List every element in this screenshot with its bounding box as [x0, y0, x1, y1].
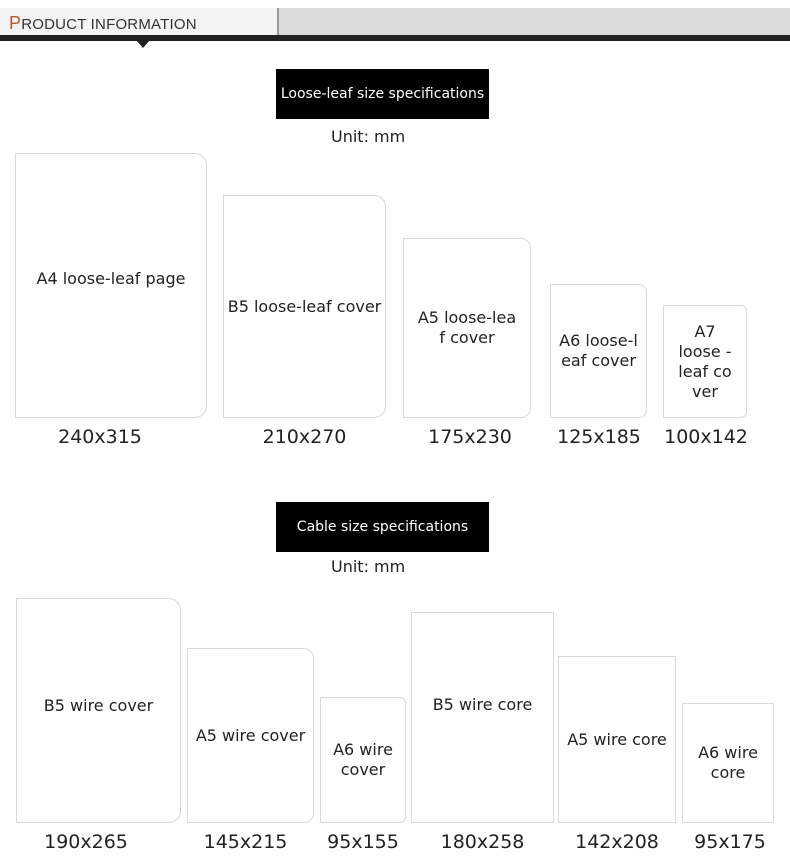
- cable-section-title: Cable size specifications: [276, 502, 489, 552]
- cable-dimension-a5-core: 142x208: [575, 831, 659, 853]
- loose-leaf-dimension-a7: 100x142: [664, 426, 748, 448]
- card-label: A5 wire cover: [195, 725, 306, 745]
- cable-card-a6-cover: [320, 697, 406, 823]
- loose-leaf-card-a4: [15, 153, 207, 418]
- cable-dimension-a6-core: 95x175: [694, 831, 766, 853]
- loose-leaf-dimension-a5: 175x230: [428, 426, 512, 448]
- cable-card-a5-cover: [187, 648, 314, 823]
- cable-dimension-a6-cover: 95x155: [327, 831, 399, 853]
- card-label: B5 wire core: [432, 695, 533, 714]
- card-label: A6 loose-l eaf cover: [559, 331, 638, 370]
- loose-leaf-section-title: Loose-leaf size specifications: [276, 69, 489, 119]
- header-title-rest: RODUCT INFORMATION: [21, 16, 197, 33]
- cable-dimension-b5-core: 180x258: [440, 831, 525, 853]
- loose-leaf-dimension-a6: 125x185: [557, 426, 641, 448]
- cable-dimension-b5-cover: 190x265: [44, 831, 128, 853]
- cable-unit: Unit: mm: [331, 557, 406, 576]
- card-label: B5 wire cover: [43, 696, 154, 715]
- cable-dimension-a5-cover: 145x215: [203, 831, 288, 853]
- card-label: A6 wire core: [698, 743, 758, 782]
- loose-leaf-card-b5: [223, 195, 386, 418]
- cable-card-b5-cover: [16, 598, 181, 823]
- cable-card-b5-core: [411, 612, 554, 823]
- card-label: A4 loose-leaf page: [36, 269, 186, 288]
- loose-leaf-card-a7: [663, 305, 747, 418]
- product-information-header: [0, 0, 790, 42]
- header-bar: [0, 35, 790, 41]
- header-title-initial: P: [9, 13, 22, 33]
- loose-leaf-dimension-b5: 210x270: [262, 426, 347, 448]
- card-label: A5 loose-lea f cover: [417, 308, 517, 347]
- card-label: A6 wire cover: [333, 740, 393, 779]
- loose-leaf-unit: Unit: mm: [331, 127, 406, 146]
- loose-leaf-card-a6: [550, 284, 647, 418]
- card-label: A5 wire core: [567, 729, 667, 749]
- card-label: A7 loose -leaf co ver: [678, 321, 732, 401]
- header-title: [9, 13, 197, 34]
- cable-card-a6-core: [682, 703, 774, 823]
- card-label: B5 loose-leaf cover: [227, 296, 382, 316]
- cable-card-a5-core: [558, 656, 676, 823]
- loose-leaf-dimension-a4: 240x315: [58, 426, 142, 448]
- header-notch-arrow: [136, 40, 150, 48]
- loose-leaf-card-a5: [403, 238, 531, 418]
